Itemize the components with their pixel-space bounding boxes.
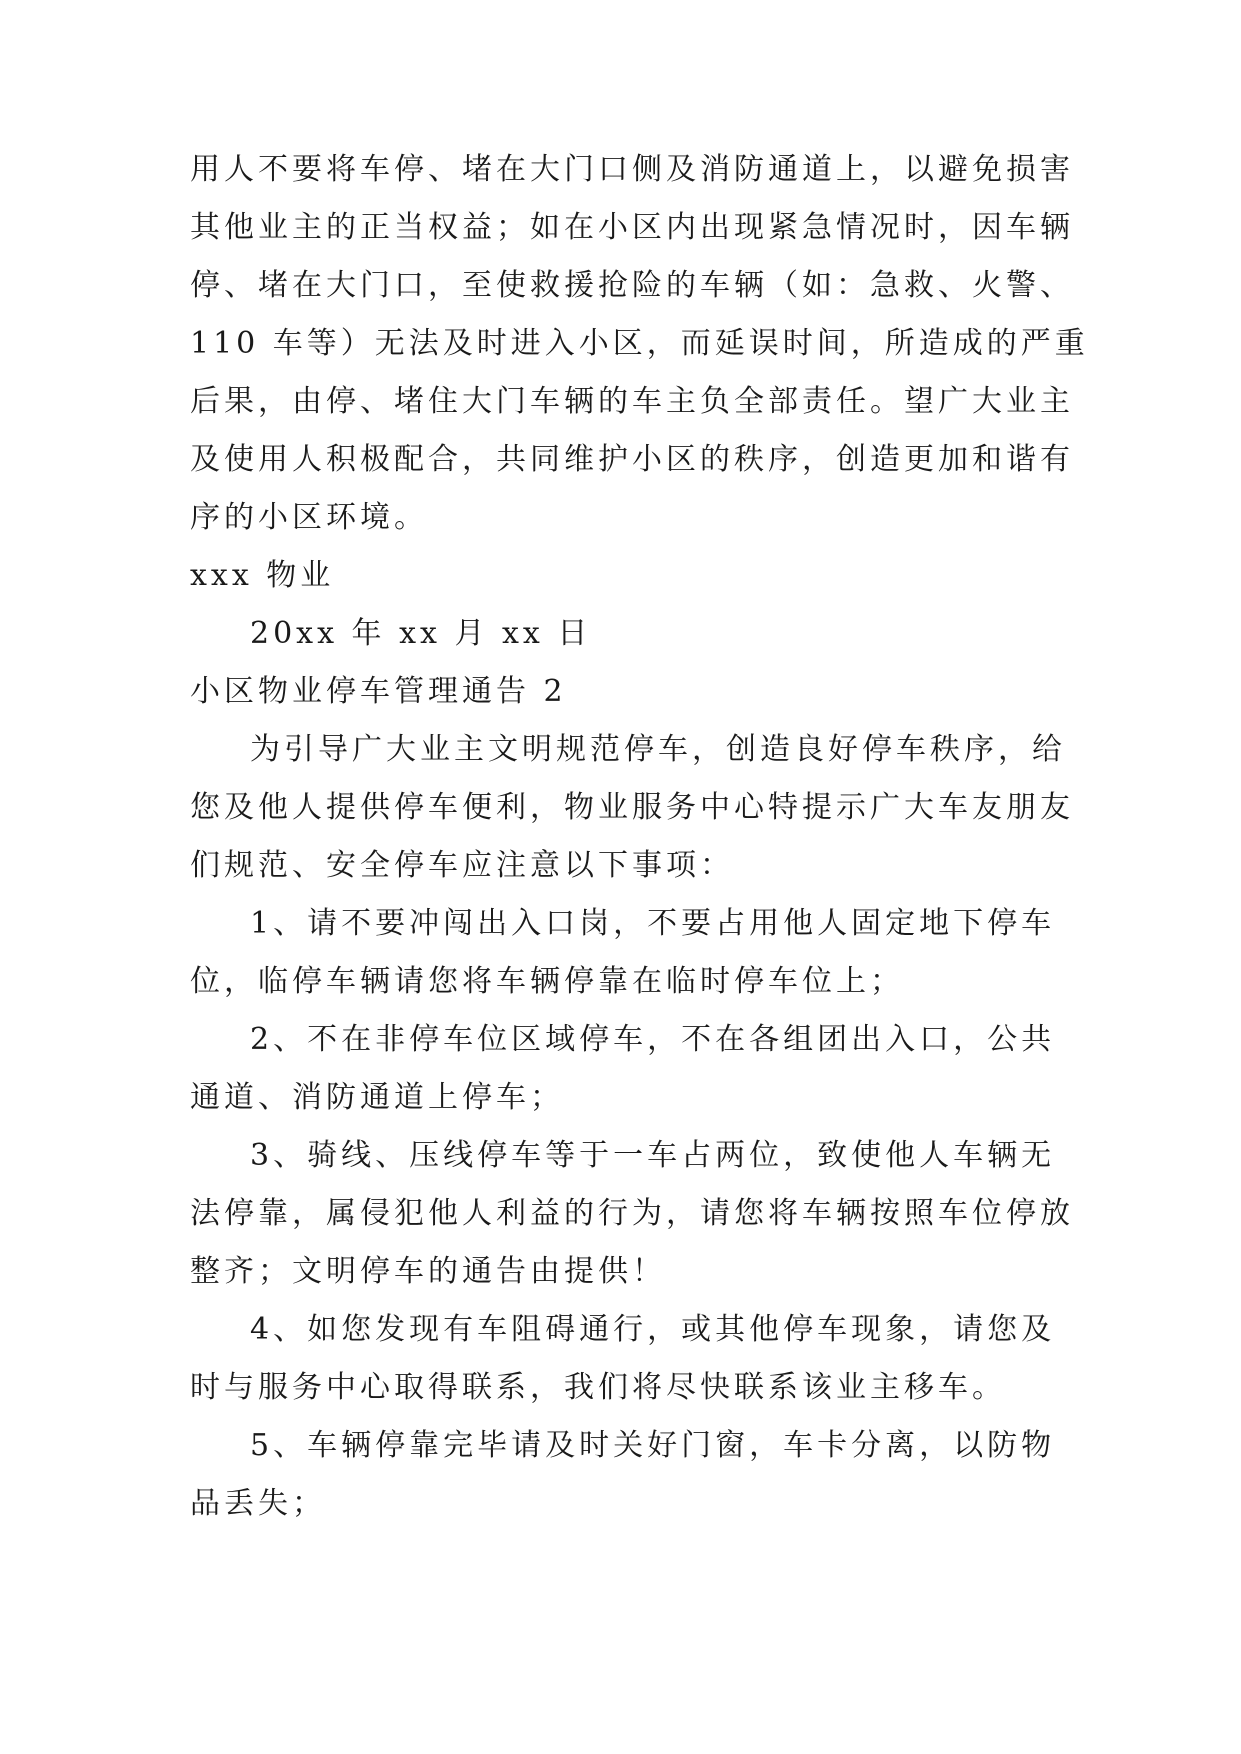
- list-item-line: 时与服务中心取得联系，我们将尽快联系该业主移车。: [190, 1370, 1006, 1405]
- body-text-line: 其他业主的正当权益；如在小区内出现紧急情况时，因车辆: [190, 210, 1074, 245]
- body-text-line: 及使用人积极配合，共同维护小区的秩序，创造更加和谐有: [190, 442, 1074, 477]
- body-text-line: 110 车等）无法及时进入小区，而延误时间，所造成的严重: [190, 326, 1089, 361]
- list-item-line: 位，临停车辆请您将车辆停靠在临时停车位上；: [190, 964, 904, 999]
- list-item-line: 3、骑线、压线停车等于一车占两位，致使他人车辆无: [250, 1138, 1056, 1173]
- body-text-line: 后果，由停、堵住大门车辆的车主负全部责任。望广大业主: [190, 384, 1074, 419]
- list-item-line: 整齐；文明停车的通告由提供！: [190, 1254, 666, 1289]
- list-item-line: 法停靠，属侵犯他人利益的行为，请您将车辆按照车位停放: [190, 1196, 1074, 1231]
- body-text-line: 用人不要将车停、堵在大门口侧及消防通道上，以避免损害: [190, 152, 1074, 187]
- list-item-line: 1、请不要冲闯出入口岗，不要占用他人固定地下停车: [250, 906, 1056, 941]
- body-text-line: 停、堵在大门口，至使救援抢险的车辆（如：急救、火警、: [190, 268, 1074, 303]
- body-text-line: 们规范、安全停车应注意以下事项：: [190, 848, 734, 883]
- body-text-line: 为引导广大业主文明规范停车，创造良好停车秩序，给: [250, 732, 1066, 767]
- section-title: 小区物业停车管理通告 2: [190, 674, 567, 709]
- list-item-line: 5、车辆停靠完毕请及时关好门窗，车卡分离，以防物: [250, 1428, 1056, 1463]
- list-item-line: 品丢失；: [190, 1486, 326, 1521]
- body-text-line: 您及他人提供停车便利，物业服务中心特提示广大车友朋友: [190, 790, 1074, 825]
- list-item-line: 2、不在非停车位区域停车，不在各组团出入口，公共: [250, 1022, 1056, 1057]
- signature-company: xxx 物业: [190, 558, 335, 593]
- list-item-line: 通道、消防通道上停车；: [190, 1080, 564, 1115]
- signature-date: 20xx 年 xx 月 xx 日: [250, 616, 592, 651]
- body-text-line: 序的小区环境。: [190, 500, 428, 535]
- list-item-line: 4、如您发现有车阻碍通行，或其他停车现象，请您及: [250, 1312, 1056, 1347]
